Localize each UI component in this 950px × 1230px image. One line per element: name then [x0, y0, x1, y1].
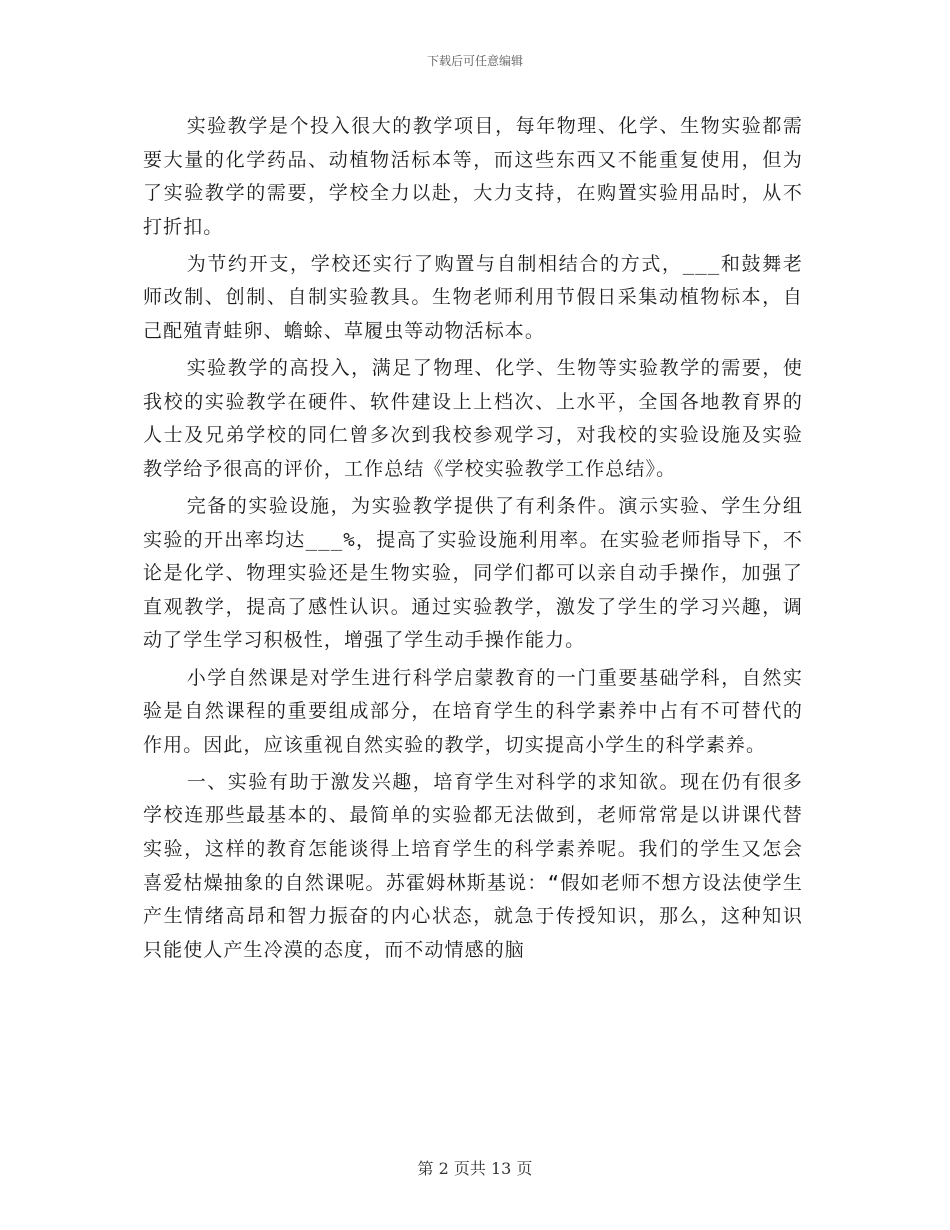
paragraph-1: 实验教学是个投入很大的教学项目，每年物理、化学、生物实验都需要大量的化学药品、动植物活标本等，而这些东西又不能重复使用，但为了实验教学的需要，学校全力以赴，大力支持，在购置实验用品时，从不打折扣。 — [143, 115, 803, 238]
paragraph-2: 为节约开支，学校还实行了购置与自制相结合的方式，___和鼓舞老师改制、创制、自制实验教具。生物老师利用节假日采集动植物标本，自己配殖青蛙卵、蟾蜍、草履虫等动物活标本。 — [143, 252, 803, 343]
page-header: 下载后可任意编辑 — [426, 54, 523, 68]
paragraph-4: 完备的实验设施，为实验教学提供了有利条件。演示实验、学生分组实验的开出率均达___%，提高了实验设施利用率。在实验老师指导下，不论是化学、物理实验还是生物实验，同学们都可以亲自动手操作，加强了直观教学，提高了感性认识。通过实验教学，激发了学生的学习兴趣，调动了学生学习积极性，增强了学生动手操作能力。 — [143, 495, 803, 652]
paragraph-3: 实验教学的高投入，满足了物理、化学、生物等实验教学的需要，使我校的实验教学在硬件、软件建设上上档次、上水平，全国各地教育界的人士及兄弟学校的同仁曾多次到我校参观学习，对我校的实验设施及实验教学给予很高的评价，工作总结《学校实验教学工作总结》。 — [143, 357, 803, 480]
paragraph-6: 一、实验有助于激发兴趣，培育学生对科学的求知欲。现在仍有很多学校连那些最基本的、最简单的实验都无法做到，老师常常是以讲课代替实验，这样的教育怎能谈得上培育学生的科学素养呢。我们的学生又怎会喜爱枯燥抽象的自然课呢。苏霍姆林斯基说：“假如老师不想方设法使学生产生情绪高昂和智力振奋的内心状态，就急于传授知识，那么，这种知识只能使人产生冷漠的态度，而不动情感的脑 — [143, 770, 803, 961]
paragraph-5: 小学自然课是对学生进行科学启蒙教育的一门重要基础学科，自然实验是自然课程的重要组成部分，在培育学生的科学素养中占有不可替代的作用。因此，应该重视自然实验的教学，切实提高小学生的科学素养。 — [143, 666, 803, 756]
page-footer: 第 2 页共 13 页 — [417, 1159, 533, 1178]
body-text — [143, 110, 803, 971]
